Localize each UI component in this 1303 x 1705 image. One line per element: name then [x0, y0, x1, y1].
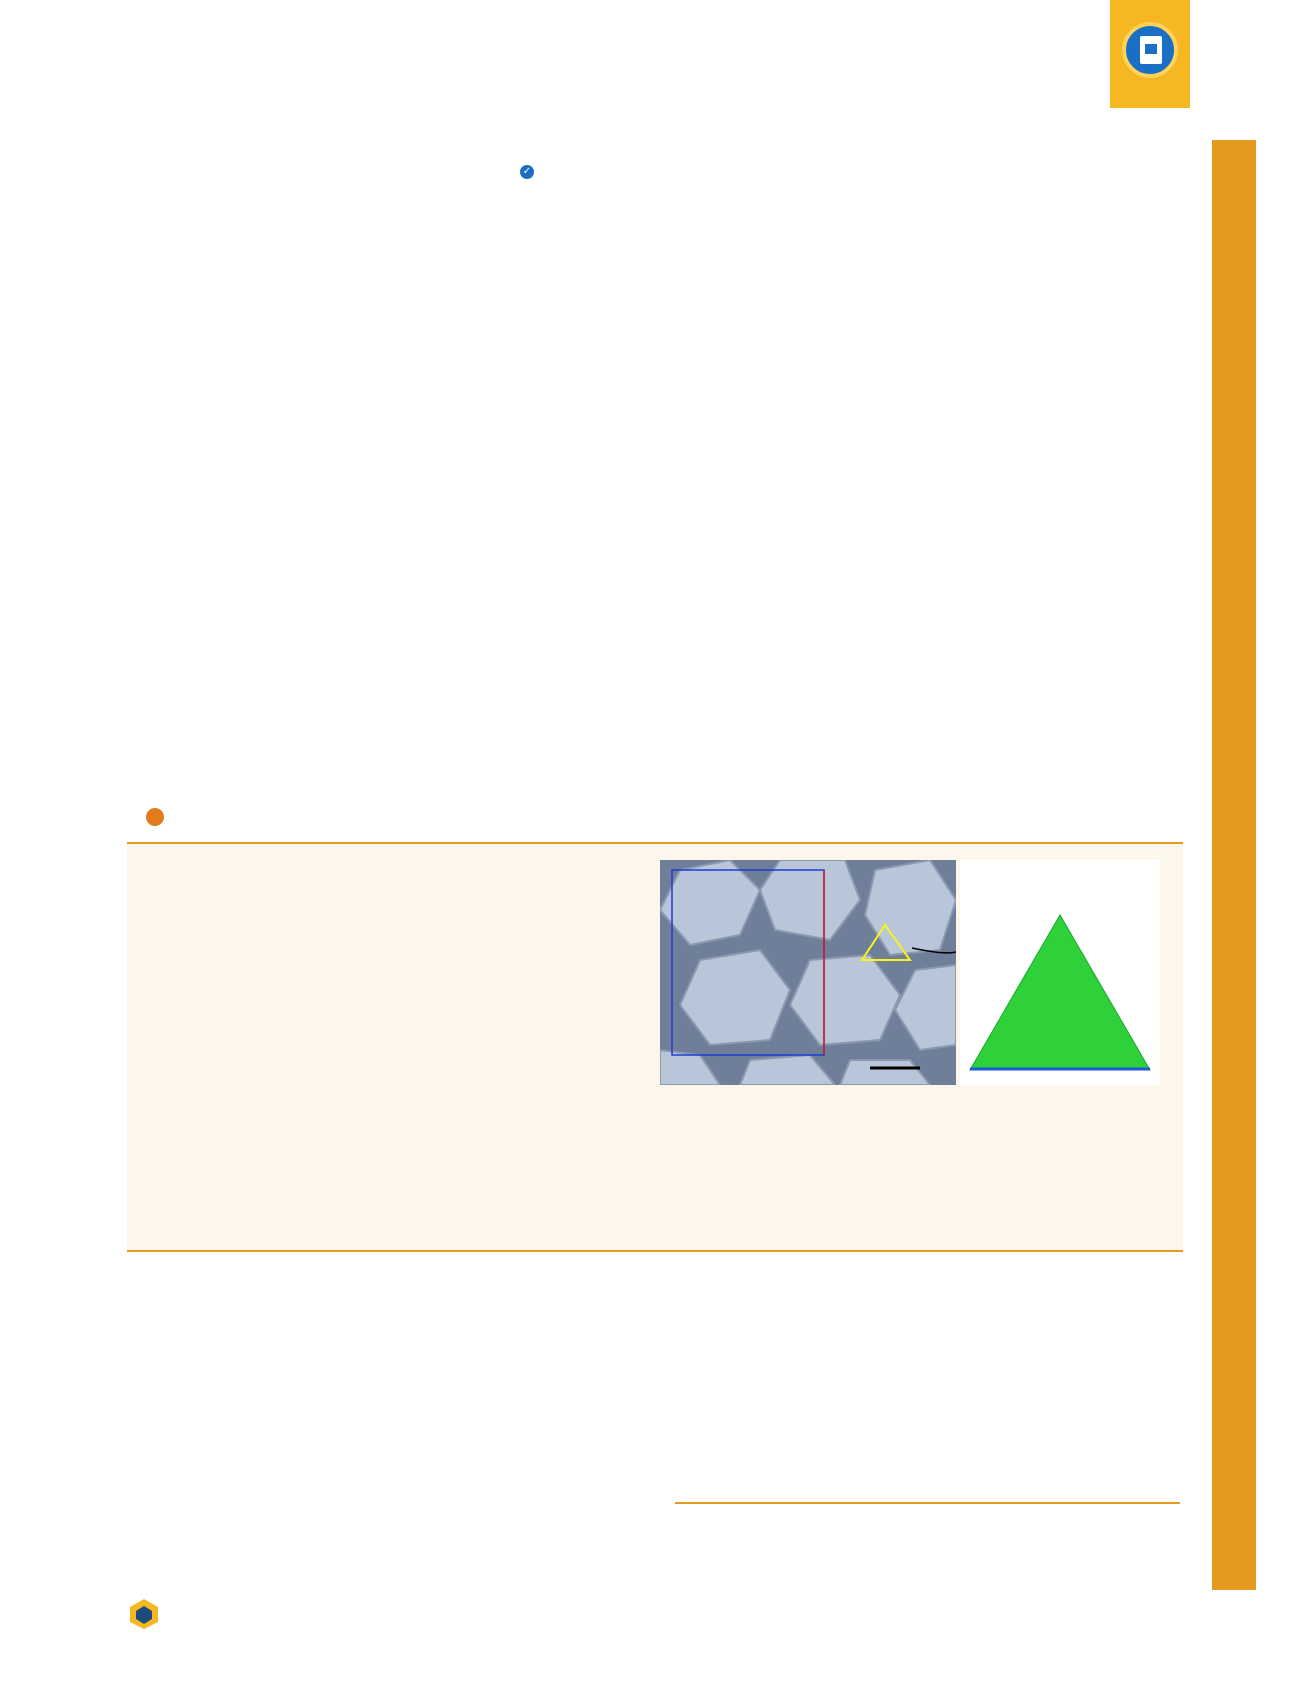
stress-triangle	[970, 915, 1150, 1070]
sem-image	[660, 860, 956, 1085]
body-column-left	[127, 1282, 627, 1284]
supporting-information-link[interactable]	[146, 808, 172, 832]
publication-dates	[675, 1502, 1180, 1514]
check-icon: ✓	[520, 165, 534, 179]
stress-svg	[960, 860, 1160, 1085]
toc-graphic	[660, 860, 1160, 1085]
article-sidebar	[1212, 140, 1256, 1590]
editors-choice-badge[interactable]	[1110, 0, 1190, 108]
acs-hex-icon	[127, 1597, 161, 1631]
supporting-info-icon	[146, 808, 164, 826]
acs-publications-logo[interactable]	[127, 1597, 167, 1631]
editors-choice-icon	[1122, 22, 1178, 78]
cite-this[interactable]	[520, 160, 538, 179]
sem-plot	[660, 860, 956, 1085]
stress-distribution-panel	[960, 860, 1160, 1085]
